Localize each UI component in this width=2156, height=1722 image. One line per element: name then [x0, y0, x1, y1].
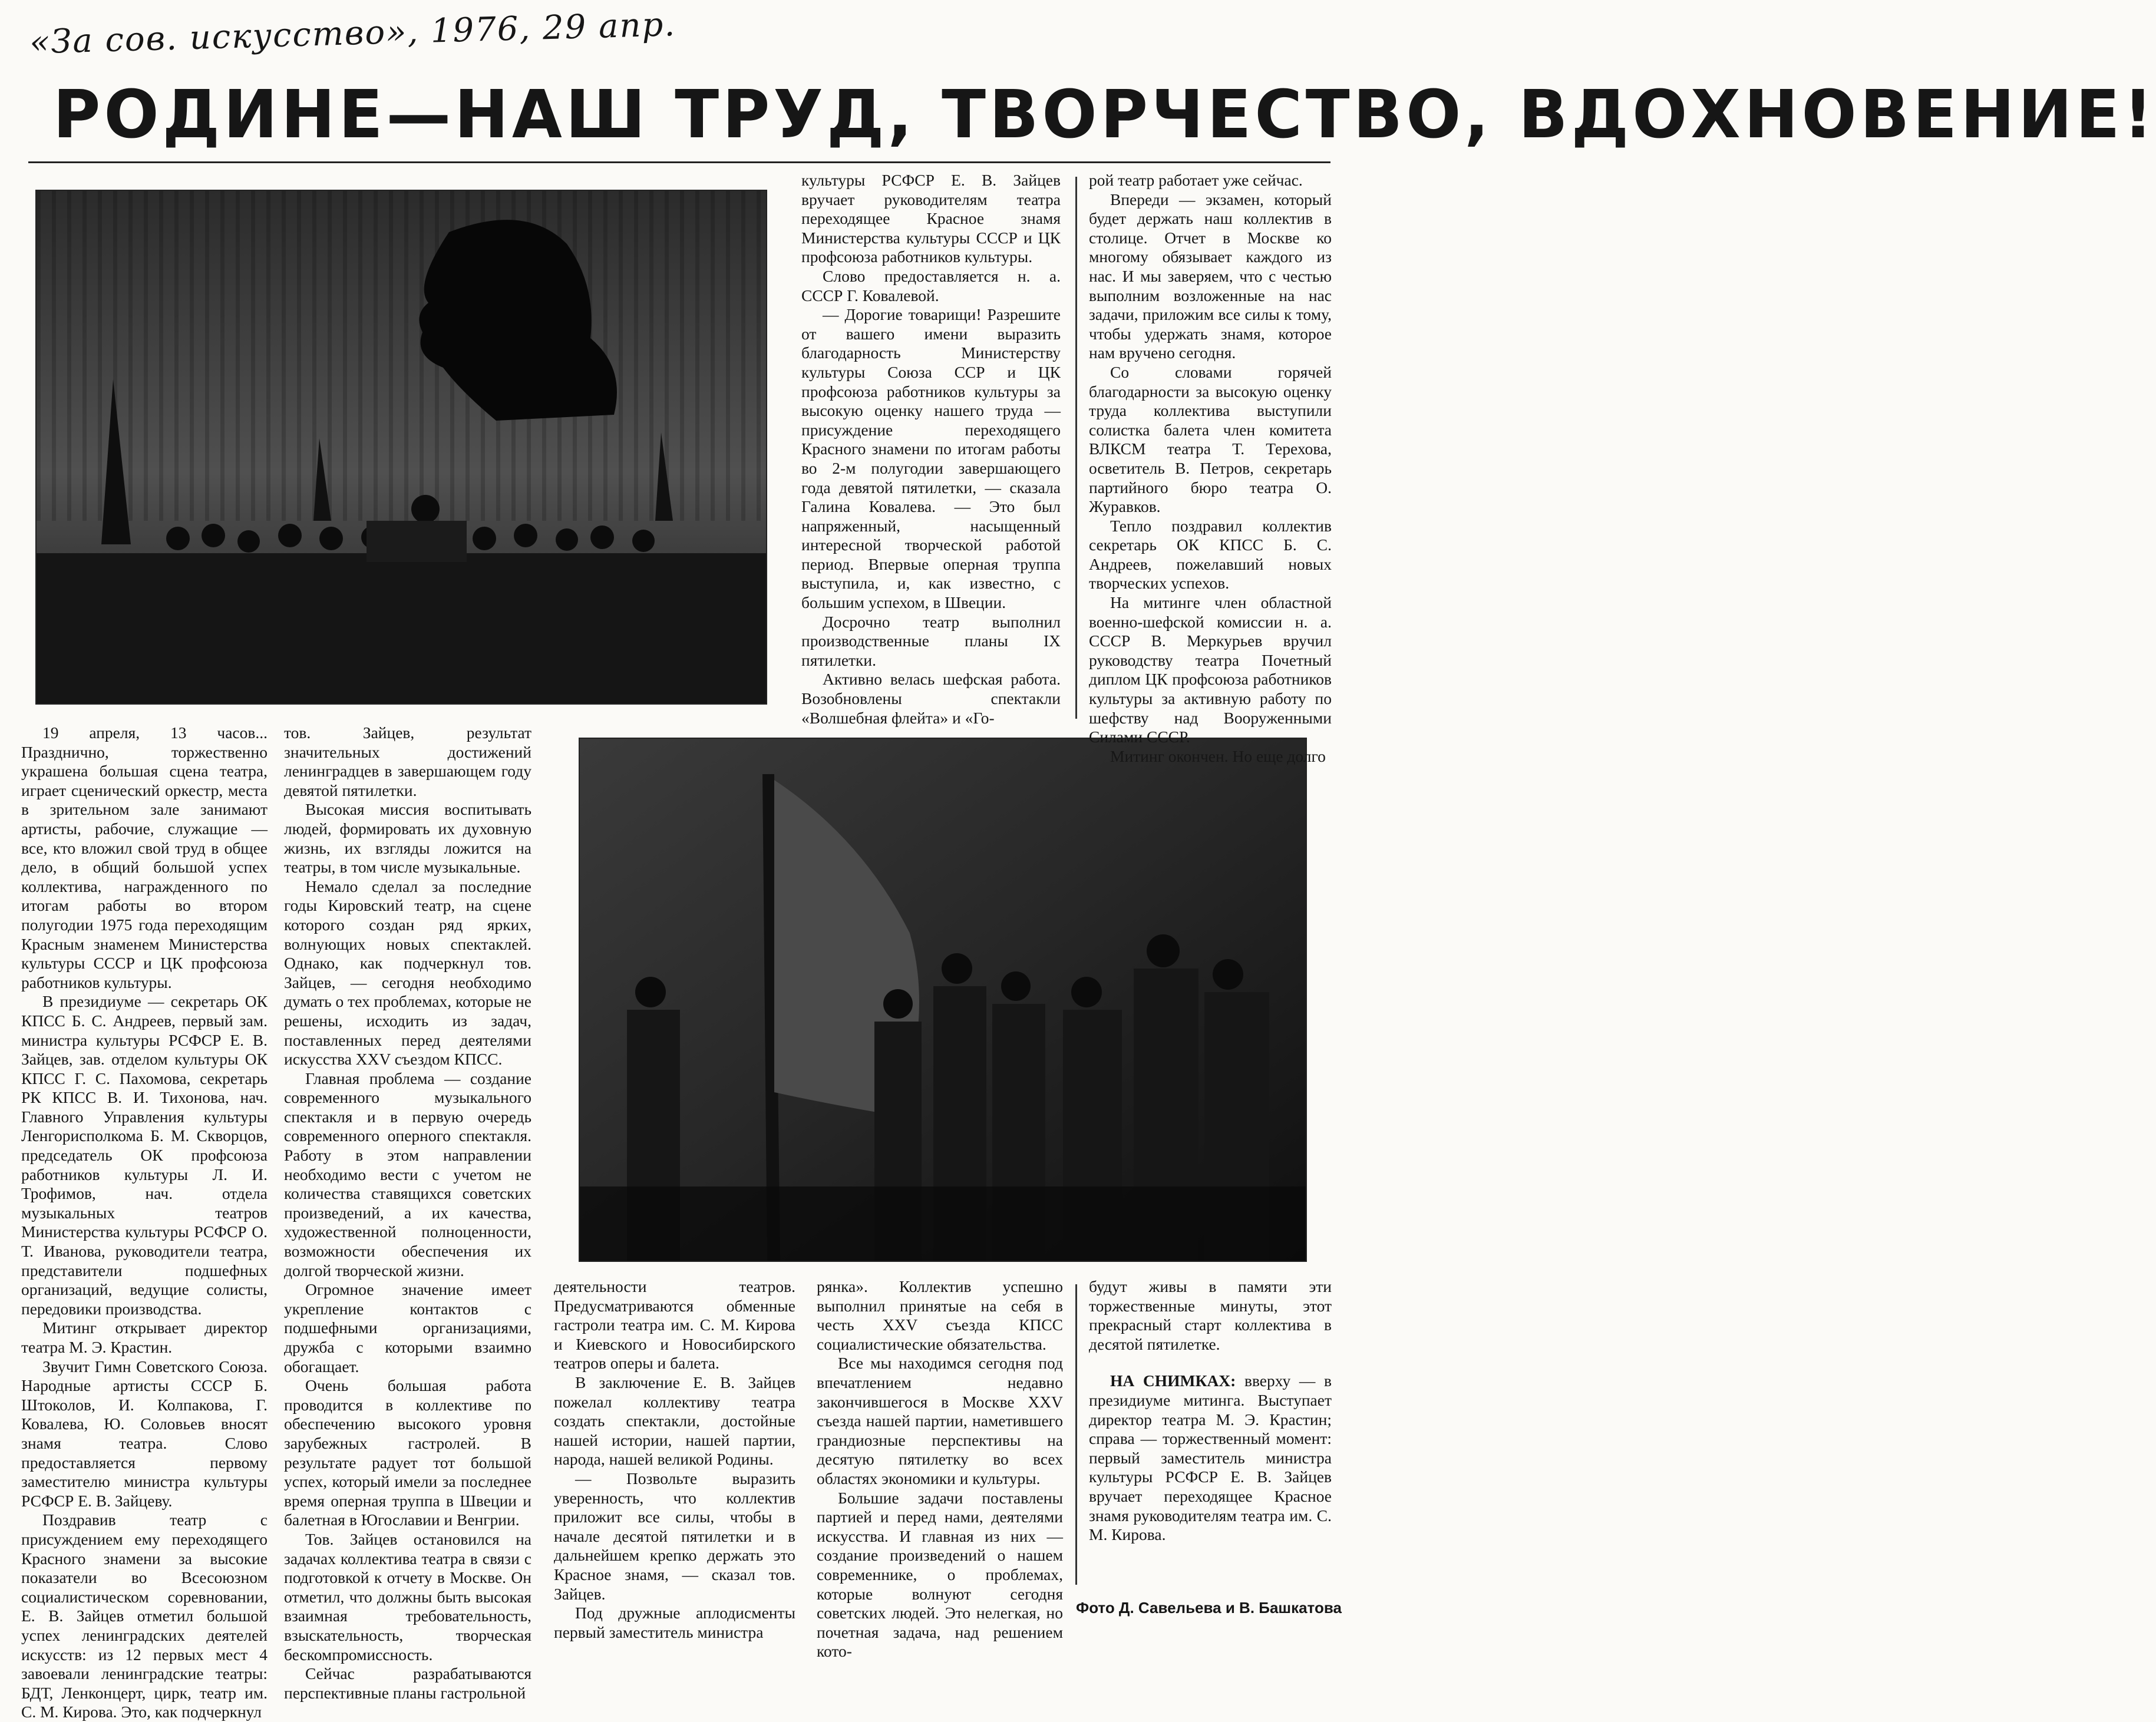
photo-banner-ceremony: [579, 738, 1307, 1262]
paragraph: Митинг открывает директор театра М. Э. Крастин.: [21, 1318, 268, 1356]
column-rule: [1075, 177, 1077, 719]
paragraph: Высокая миссия воспитывать людей, формировать их духовную жизнь, их взгляды ложится на театры, в том числе музыкальные.: [284, 800, 531, 877]
paragraph: В заключение Е. В. Зайцев пожелал коллективу театра создать спектакли, достойные нашей истории, нашей партии, народа, нашей великой Родины.: [554, 1373, 795, 1469]
column-d-top: [1089, 171, 1332, 765]
paragraph: деятельности театров. Предусматриваются обменные гастроли театра им. С. М. Кирова и Киевского и Новосибирского театров оперы и балета.: [554, 1277, 795, 1373]
paragraph: Активно велась шефская работа. Возобновлены спектакли «Волшебная флейта» и «Го-: [801, 670, 1061, 727]
paragraph: будут живы в памяти эти торжественные минуты, этот прекрасный старт коллектива в десятой пятилетке.: [1089, 1277, 1332, 1353]
photo-caption: [1089, 1371, 1332, 1544]
paragraph: Слово предоставляется н. а. СССР Г. Ковалевой.: [801, 266, 1061, 305]
paragraph: Главная проблема — создание современного музыкального спектакля и в первую очередь современного оперного спектакля. Работу в этом направлении необходимо вести с учетом не количества ставящихся советских произведений, а их качества, художественной полноценности, возможности обеспечения их долгой творческой жизни.: [284, 1069, 531, 1280]
paragraph: Все мы находимся сегодня под впечатлением недавно закончившегося в Москве XXV съезда нашей партии, наметившего грандиозные перспективы на десятую пятилетку во всех областях экономики и культуры.: [817, 1354, 1063, 1488]
handwritten-note: «За сов. искусство», 1976, 29 апр.: [29, 5, 676, 62]
column-d-bottom: [817, 1277, 1063, 1661]
paragraph: Митинг окончен. Но еще долго: [1110, 746, 1326, 765]
column-rule: [1075, 1284, 1077, 1585]
paragraph: Очень большая работа проводится в коллективе по обеспечению высокого уровня зарубежных гастролей. В результате радует тот большой успех, который имели за последнее время оперная труппа в Швеции и балетная в Югославии и Венгрии.: [284, 1376, 531, 1529]
paragraph: Сейчас разрабатываются перспективные планы гастрольной: [284, 1664, 531, 1702]
paragraph: 19 апреля, 13 часов... Празднично, торжественно украшена большая сцена театра, играет сценический оркестр, места в зрительном зале занимают артисты, рабочие, служащие — все, кто вложил свой труд в общее дело, в общий большой успех коллектива, награжденного по итогам работы во втором полугодии 1975 года переходящим Красным знаменем Министерства культуры СССР и ЦК профсоюза работников культуры.: [21, 723, 268, 991]
paragraph: Тов. Зайцев остановился на задачах коллектива театра в связи с подготовкой к отчету в Москве. Он отметил, что должны быть высокая взаимная требовательность, взыскательность, творческая бескомпромиссность.: [284, 1529, 531, 1664]
headline: РОДИНЕ—НАШ ТРУД, ТВОРЧЕСТВО, ВДОХНОВЕНИЕ!: [53, 77, 2156, 153]
paragraph: Поздравив театр с присуждением ему переходящего Красного знамени за высокие показатели во Всесоюзном социалистическом соревновании, Е. В. Зайцев отметил большой успех ленинградских деятелей искусств: из 12 первых мест 4 завоевали ленинградские театры: БДТ, Ленконцерт, цирк, театр им. С. М. Кирова. Это, как подчеркнул: [21, 1511, 268, 1721]
paragraph: Большие задачи поставлены партией и перед нами, деятелями искусства. И главная из них — создание произведений о нашем современнике, о проблемах, которые волнуют сегодня советских людей. Это нелегкая, но почетная задача, над решением кото-: [817, 1488, 1063, 1661]
paragraph: Со словами горячей благодарности за высокую оценку труда коллектива выступили солистка балета член комитета ВЛКСМ театра Т. Терехова, осветитель В. Петров, секретарь партийного бюро театра О. Журавков.: [1089, 362, 1332, 516]
paragraph: Под дружные аплодисменты первый заместитель министра: [554, 1604, 795, 1641]
paragraph: рянка». Коллектив успешно выполнил принятые на себя в честь XXV съезда КПСС социалистические обязательства.: [817, 1277, 1063, 1353]
paragraph: В президиуме — секретарь ОК КПСС Б. С. Андреев, первый зам. министра культуры РСФСР Е. В. Зайцев, зав. отделом культуры ОК КПСС Г. С. Пахомова, секретарь РК КПСС В. И. Тихонова, нач. Главного Управления культуры Ленгорисполкома Б. М. Скворцов, председатель ОК профсоюза работников культуры Л. И. Трофимов, нач. отдела музыкальных театров Министерства культуры РСФСР О. Т. Иванова, руководители театра, представители подшефных организаций, ведущие солисты, передовики производства.: [21, 992, 268, 1318]
paragraph: Звучит Гимн Советского Союза. Народные артисты СССР Б. Штоколов, И. Колпакова, Г. Ковалева, Ю. Соловьев вносят знамя театра. Слово предоставляется первому заместителю министра культуры РСФСР Е. В. Зайцеву.: [21, 1357, 268, 1510]
paragraph: тов. Зайцев, результат значительных достижений ленинградцев в завершающем году девятой пятилетки.: [284, 723, 531, 799]
column-e-bottom: [1089, 1277, 1332, 1593]
caption-text: вверху — в президиуме митинга. Выступает директор театра М. Э. Крастин; справа — торжественный момент: первый заместитель министра культуры РСФСР Е. В. Зайцев вручает переходящее Красное знамя руководителям театра им. С. М. Кирова.: [1089, 1371, 1332, 1544]
paragraph: культуры РСФСР Е. В. Зайцев вручает руководителям театра переходящее Красное знамя Министерства культуры СССР и ЦК профсоюза работников культуры.: [801, 171, 1061, 266]
column-b: [284, 723, 531, 1702]
photo-credit: Фото Д. Савельева и В. Башкатова: [1076, 1599, 1342, 1617]
column-c-top: [801, 171, 1061, 725]
paragraph: На митинге член областной военно-шефской комиссии н. а. СССР В. Меркурьев вручил руководству театра Почетный диплом ЦК профсоюза работников культуры за активную работу по шефству над Вооруженными Силами СССР.: [1089, 593, 1332, 746]
paragraph: Тепло поздравил коллектив секретарь ОК КПСС Б. С. Андреев, пожелавший новых творческих успехов.: [1089, 516, 1332, 593]
paragraph: — Дорогие товарищи! Разрешите от вашего имени выразить благодарность Министерству культуры Союза ССР и ЦК профсоюза работников культуры за высокую оценку нашего труда — присуждение переходящего Красного знамени по итогам работы во 2-м полугодии завершающего года девятой пятилетки, — сказала Галина Ковалева. — Это был напряженный, насыщенный интересной творческой работой период. Впервые оперная труппа выступила, и, как известно, с большим успехом, в Швеции.: [801, 305, 1061, 612]
column-c-bottom: [554, 1277, 795, 1641]
caption-label: НА СНИМКАХ:: [1110, 1371, 1236, 1390]
paragraph: — Позвольте выразить уверенность, что коллектив приложит все силы, чтобы в начале десятой пятилетки и в дальнейшем крепко держать это Красное знамя, — сказал тов. Зайцев.: [554, 1469, 795, 1603]
headline-rule: [28, 161, 1330, 163]
paragraph: Немало сделал за последние годы Кировский театр, на сцене которого создан ряд ярких, волнующих новых спектаклей. Однако, как подчеркнул тов. Зайцев, — сегодня необходимо думать о тех проблемах, которые не решены, исходить из задач, поставленных перед деятелями искусства XXV съездом КПСС.: [284, 877, 531, 1069]
paragraph: Впереди — экзамен, который будет держать наш коллектив в столице. Отчет в Москве ко многому обязывает каждого из нас. И мы заверяем, что с честью выполним возложенные на нас задачи, приложим все силы к тому, чтобы удержать знамя, которое нам вручено сегодня.: [1089, 190, 1332, 362]
paragraph: Досрочно театр выполнил производственные планы IX пятилетки.: [801, 612, 1061, 669]
paragraph: Огромное значение имеет укрепление контактов с подшефными организациями, дружба с которыми взаимно обогащает.: [284, 1280, 531, 1376]
photo-presidium: [35, 190, 767, 705]
column-a: [21, 723, 268, 1721]
paragraph: рой театр работает уже сейчас.: [1089, 171, 1303, 189]
